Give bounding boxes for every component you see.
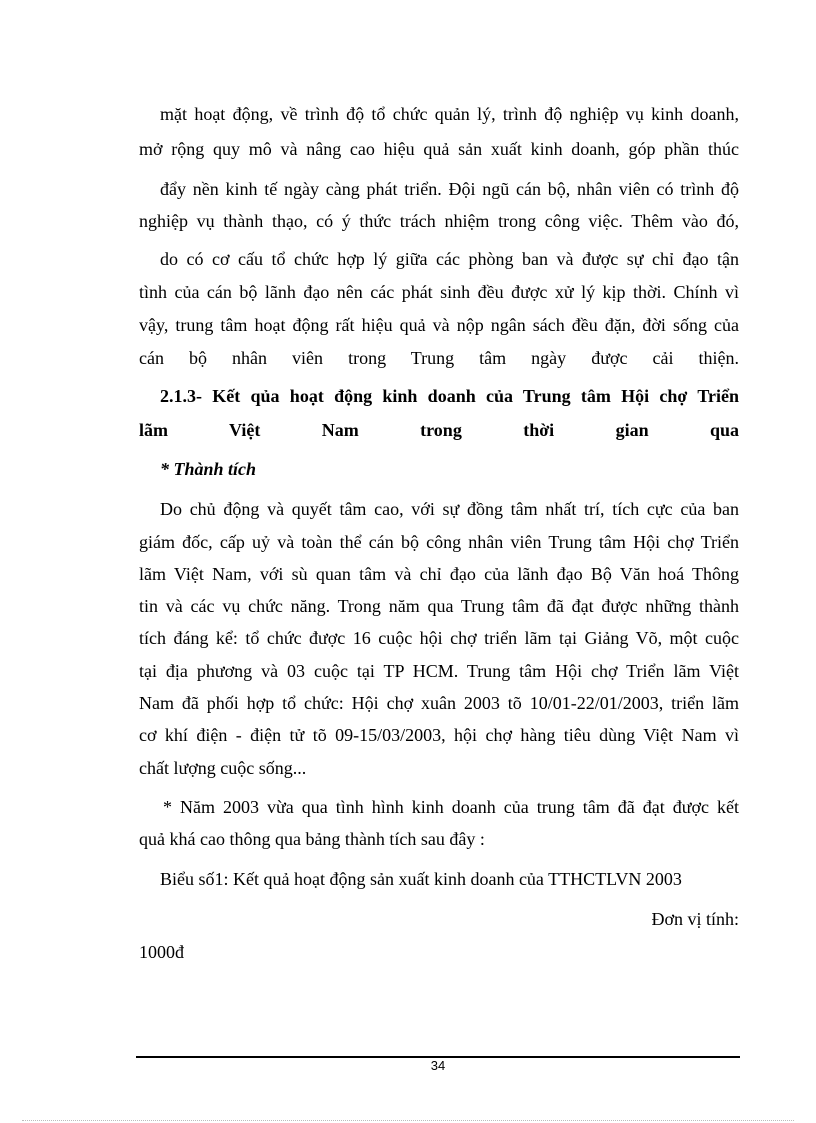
paragraph-line: Nam đã phối hợp tổ chức: Hội chợ xuân 2003 tõ 10/01-22/01/2003, triển lãm xyxy=(139,693,739,713)
paragraph-line: chất lượng cuộc sống... xyxy=(139,758,307,778)
table-caption: Biểu số1: Kết quả hoạt động sản xuất kinh doanh của TTHCTLVN 2003 xyxy=(160,869,682,889)
section-heading: lãm Việt Nam trong thời gian qua xyxy=(139,420,739,440)
section-heading: 2.1.3- Kết qủa hoạt động kinh doanh của Trung tâm Hội chợ Triển xyxy=(160,386,739,406)
paragraph-line: mở rộng quy mô và nâng cao hiệu quả sản xuất kinh doanh, góp phần thúc xyxy=(139,139,739,159)
paragraph-line: giám đốc, cấp uỷ và toàn thể cán bộ công nhân viên Trung tâm Hội chợ Triển xyxy=(139,532,739,552)
paragraph-line: tình của cán bộ lãnh đạo nên các phát sinh đều được xử lý kịp thời. Chính vì xyxy=(139,282,739,302)
subheading-achievements: * Thành tích xyxy=(160,459,257,479)
paragraph-line: nghiệp vụ thành thạo, có ý thức trách nhiệm trong công việc. Thêm vào đó, xyxy=(139,211,739,231)
paragraph-line: cơ khí điện - điện tử tõ 09-15/03/2003, hội chợ hàng tiêu dùng Việt Nam vì xyxy=(139,725,739,745)
paragraph-line: cán bộ nhân viên trong Trung tâm ngày được cải thiện. xyxy=(139,348,739,368)
paragraph-line: tích đáng kể: tổ chức được 16 cuộc hội chợ triển lãm tại Giảng Võ, một cuộc xyxy=(139,628,739,648)
page-border xyxy=(22,1120,794,1121)
paragraph-line: Do chủ động và quyết tâm cao, với sự đồng tâm nhất trí, tích cực của ban xyxy=(160,499,739,519)
paragraph-line: mặt hoạt động, về trình độ tổ chức quản lý, trình độ nghiệp vụ kinh doanh, xyxy=(160,104,739,124)
page-number: 34 xyxy=(430,1058,446,1073)
paragraph-line: vậy, trung tâm hoạt động rất hiệu quả và nộp ngân sách đều đặn, đời sống của xyxy=(139,315,739,335)
paragraph-line: tin và các vụ chức năng. Trong năm qua Trung tâm đã đạt được những thành xyxy=(139,596,739,616)
unit-label: Đơn vị tính: xyxy=(651,909,739,929)
paragraph-line: đẩy nền kinh tế ngày càng phát triển. Đội ngũ cán bộ, nhân viên có trình độ xyxy=(160,179,739,199)
paragraph-line: quả khá cao thông qua bảng thành tích sau đây : xyxy=(139,829,485,849)
paragraph-line: * Năm 2003 vừa qua tình hình kinh doanh của trung tâm đã đạt được kết xyxy=(163,797,739,817)
unit-value: 1000đ xyxy=(139,942,184,962)
paragraph-line: lãm Việt Nam, với sù quan tâm và chỉ đạo của lãnh đạo Bộ Văn hoá Thông xyxy=(139,564,739,584)
paragraph-line: do có cơ cấu tổ chức hợp lý giữa các phòng ban và được sự chỉ đạo tận xyxy=(160,249,739,269)
paragraph-line: tại địa phương và 03 cuộc tại TP HCM. Trung tâm Hội chợ Triển lãm Việt xyxy=(139,661,739,681)
